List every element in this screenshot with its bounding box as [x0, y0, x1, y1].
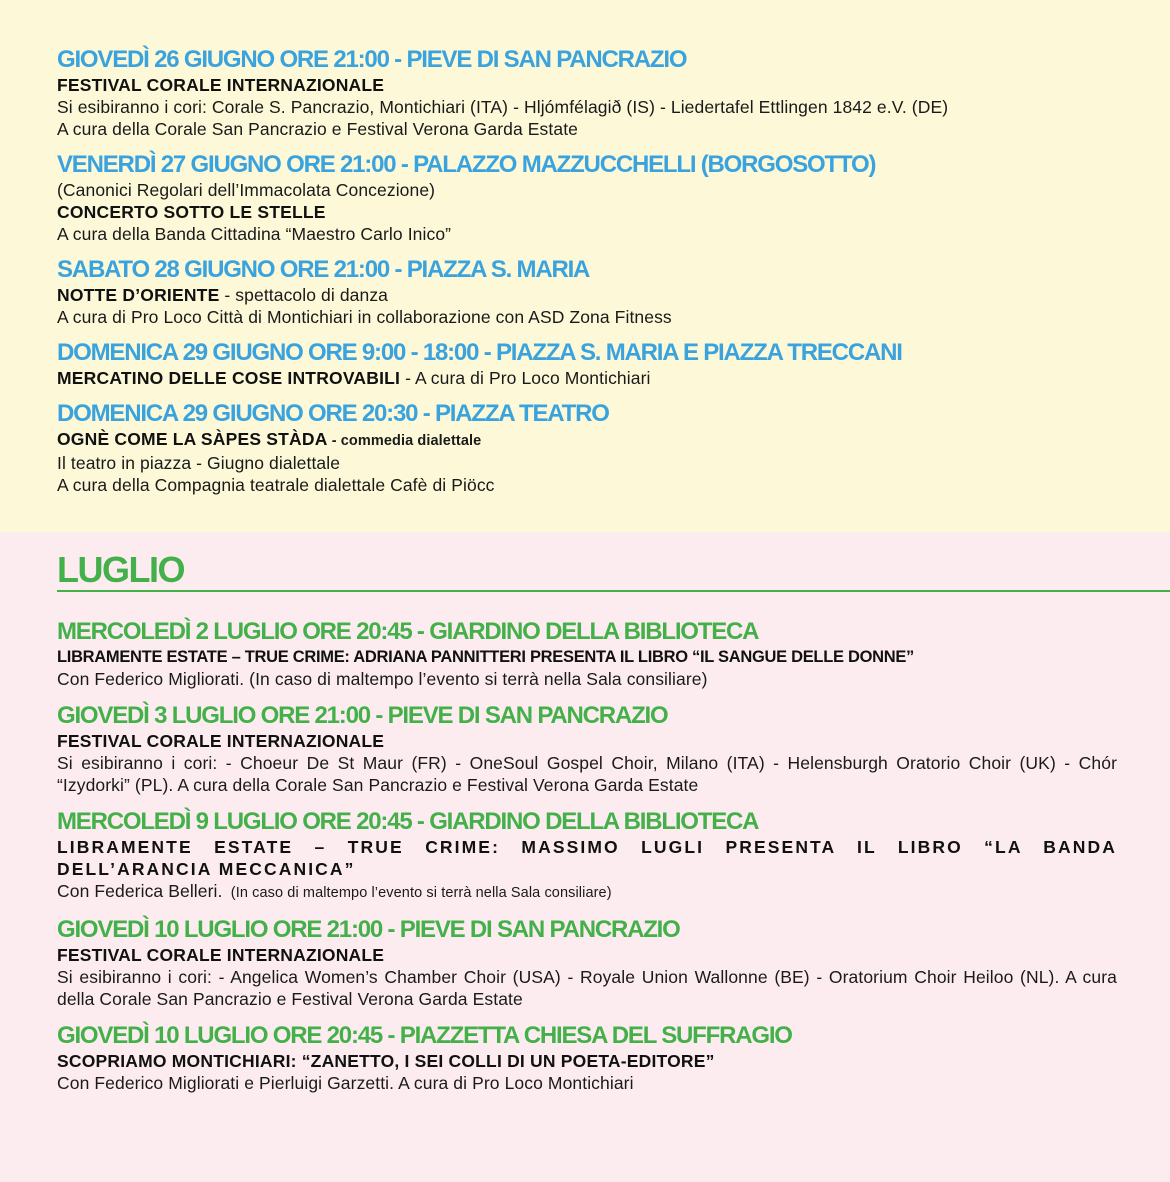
event-heading: DOMENICA 29 GIUGNO ORE 9:00 - 18:00 - PIAZZA S. MARIA E PIAZZA TRECCANI — [57, 339, 902, 366]
event-heading: GIOVEDÌ 26 GIUGNO ORE 21:00 - PIEVE DI SAN PANCRAZIO — [57, 46, 687, 73]
june-section — [0, 0, 1170, 532]
event-title: FESTIVAL CORALE INTERNAZIONALE — [57, 731, 385, 751]
event-heading: VENERDÌ 27 GIUGNO ORE 21:00 - PALAZZO MAZZUCCHELLI (BORGOSOTTO) — [57, 151, 876, 178]
event-heading: SABATO 28 GIUGNO ORE 21:00 - PIAZZA S. MARIA — [57, 256, 590, 283]
section-divider — [57, 590, 1170, 592]
event-line: A cura della Compagnia teatrale dialettale Cafè di Piöcc — [57, 475, 495, 495]
event-title: FESTIVAL CORALE INTERNAZIONALE — [57, 75, 385, 95]
event-item — [57, 400, 1117, 496]
event-line — [57, 880, 1117, 904]
event-heading: GIOVEDÌ 10 LUGLIO ORE 21:00 - PIEVE DI SAN PANCRAZIO — [57, 916, 680, 943]
event-line: Il teatro in piazza - Giugno dialettale — [57, 453, 341, 473]
event-item — [57, 46, 1117, 140]
event-title: LIBRAMENTE ESTATE – TRUE CRIME: ADRIANA PANNITTERI PRESENTA IL LIBRO “IL SANGUE DELLE DONNE” — [57, 648, 915, 666]
june-event-list — [57, 46, 1117, 496]
event-item — [57, 702, 1117, 796]
event-item — [57, 151, 1117, 245]
event-title-line — [57, 367, 1117, 389]
july-event-list — [57, 618, 1117, 1094]
event-heading: MERCOLEDÌ 2 LUGLIO ORE 20:45 - GIARDINO DELLA BIBLIOTECA — [57, 618, 759, 645]
event-line: Con Federico Migliorati e Pierluigi Garzetti. A cura di Pro Loco Montichiari — [57, 1073, 634, 1093]
event-title: FESTIVAL CORALE INTERNAZIONALE — [57, 945, 385, 965]
event-heading: MERCOLEDÌ 9 LUGLIO ORE 20:45 - GIARDINO DELLA BIBLIOTECA — [57, 808, 759, 835]
event-title-line — [57, 428, 1117, 452]
event-heading: GIOVEDÌ 10 LUGLIO ORE 20:45 - PIAZZETTA CHIESA DEL SUFFRAGIO — [57, 1022, 792, 1049]
event-paragraph: Si esibiranno i cori: - Angelica Women’s Chamber Choir (USA) - Royale Union Wallonne (BE) - Oratorium Choir Heiloo (NL). A cura della Corale San Pancrazio e Festival Verona Garda Estate — [57, 967, 1117, 1009]
event-line: Con Federico Migliorati. (In caso di maltempo l’evento si terrà nella Sala consiliare) — [57, 669, 708, 689]
event-title: OGNÈ COME LA SÀPES STÀDA — [57, 429, 328, 449]
event-title-suffix: - A cura di Pro Loco Montichiari — [400, 368, 651, 388]
event-title-suffix: - commedia dialettale — [327, 433, 482, 449]
event-item — [57, 339, 1117, 389]
event-item — [57, 916, 1117, 1010]
event-line-main: Con Federica Belleri. — [57, 881, 223, 901]
event-title: LIBRAMENTE ESTATE – TRUE CRIME: MASSIMO LUGLI PRESENTA IL LIBRO “LA BANDA DELL’ARANCIA MECCANICA” — [57, 837, 1117, 879]
event-heading: DOMENICA 29 GIUGNO ORE 20:30 - PIAZZA TEATRO — [57, 400, 609, 427]
event-title-suffix: - spettacolo di danza — [219, 285, 389, 305]
july-section — [0, 532, 1170, 1182]
event-item — [57, 618, 1117, 690]
event-line: A cura di Pro Loco Città di Montichiari in collaborazione con ASD Zona Fitness — [57, 307, 672, 327]
event-item — [57, 256, 1117, 328]
event-line: Si esibiranno i cori: Corale S. Pancrazio, Montichiari (ITA) - Hljómfélagið (IS) - Liedertafel Ettlingen 1842 e.V. (DE) — [57, 97, 949, 117]
event-line: A cura della Corale San Pancrazio e Festival Verona Garda Estate — [57, 119, 578, 139]
event-paragraph: Si esibiranno i cori: - Choeur De St Maur (FR) - OneSoul Gospel Choir, Milano (ITA) - Helensburgh Oratorio Choir (UK) - Chór “Izydorki” (PL). A cura della Corale San Pancrazio e Festival Verona Garda Estate — [57, 753, 1117, 795]
event-title: MERCATINO DELLE COSE INTROVABILI — [57, 368, 401, 388]
event-title: CONCERTO SOTTO LE STELLE — [57, 202, 326, 222]
event-line-note: (In caso di maltempo l’evento si terrà nella Sala consiliare) — [222, 885, 612, 901]
event-item — [57, 1022, 1117, 1094]
section-title: LUGLIO — [57, 549, 184, 590]
event-line: A cura della Banda Cittadina “Maestro Carlo Inico” — [57, 224, 452, 244]
event-line: (Canonici Regolari dell’Immacolata Concezione) — [57, 180, 436, 200]
event-title: SCOPRIAMO MONTICHIARI: “ZANETTO, I SEI COLLI DI UN POETA-EDITORE” — [57, 1051, 715, 1071]
event-title: NOTTE D’ORIENTE — [57, 285, 220, 305]
event-title-line — [57, 284, 1117, 306]
event-heading: GIOVEDÌ 3 LUGLIO ORE 21:00 - PIEVE DI SAN PANCRAZIO — [57, 702, 668, 729]
event-item — [57, 808, 1117, 904]
